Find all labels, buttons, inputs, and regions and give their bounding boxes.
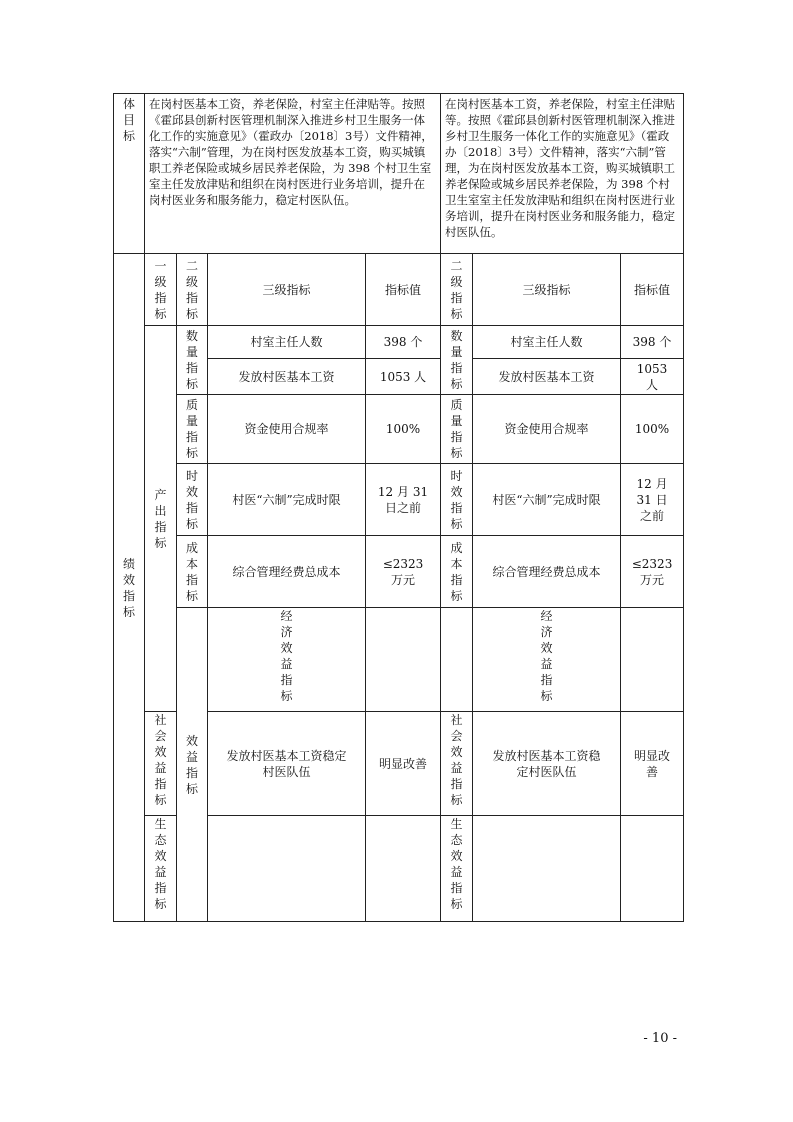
quantity-value-2-right: 1053 人	[621, 359, 684, 395]
quantity-name-1-right: 村室主任人数	[473, 326, 621, 359]
quality-value-left: 100%	[366, 395, 441, 464]
header-level1: 一 级 指 标	[145, 254, 177, 326]
cost-value-right: ≤2323 万元	[621, 536, 684, 608]
ecological-name-right	[473, 816, 621, 922]
quality-name-left: 资金使用合规率	[208, 395, 366, 464]
header-value-right: 指标值	[621, 254, 684, 326]
quantity-value-1-left: 398 个	[366, 326, 441, 359]
benefit-label: 效 益 指 标	[177, 608, 208, 922]
cost-name-left: 综合管理经费总成本	[208, 536, 366, 608]
ecological-label-left: 生 态 效 益 指 标	[145, 816, 177, 922]
goal-label: 体 目 标	[114, 94, 145, 254]
quantity-label-left: 数 量 指 标	[177, 326, 208, 395]
timeliness-label-left: 时 效 指 标	[177, 464, 208, 536]
quality-row	[114, 395, 684, 464]
ecological-label-right: 生 态 效 益 指 标	[441, 816, 473, 922]
cost-name-right: 综合管理经费总成本	[473, 536, 621, 608]
timeliness-value-right: 12 月 31 日 之前	[621, 464, 684, 536]
timeliness-row	[114, 464, 684, 536]
cost-row	[114, 536, 684, 608]
header-value-left: 指标值	[366, 254, 441, 326]
quality-label-right: 质 量 指 标	[441, 395, 473, 464]
cost-label-right: 成 本 指 标	[441, 536, 473, 608]
quantity-value-2-left: 1053 人	[366, 359, 441, 395]
economic-name-left	[366, 608, 441, 712]
economic-row	[114, 608, 684, 712]
quality-name-right: 资金使用合规率	[473, 395, 621, 464]
header-row	[114, 254, 684, 326]
social-label-left: 社 会 效 益 指 标	[145, 712, 177, 816]
quality-label-left: 质 量 指 标	[177, 395, 208, 464]
social-name-right: 发放村医基本工资稳 定村医队伍	[473, 712, 621, 816]
social-value-left: 明显改善	[366, 712, 441, 816]
goal-text-right: 在岗村医基本工资，养老保险，村室主任津贴等。按照《霍邱县创新村医管理机制深入推进乡村卫生服务一体化工作的实施意见》（霍政办〔2018〕3号）文件精神，落实“六制”管理，为在岗村医发放基本工资，购买城镇职工养老保险或城乡居民养老保险，为 398 个村卫生室室主任发放津贴和组织在岗村医进行业务培训，提升在岗村医业务和服务能力，稳定村医队伍。	[441, 94, 684, 254]
quantity-name-2-right: 发放村医基本工资	[473, 359, 621, 395]
economic-label-left: 经 济 效 益 指 标	[208, 608, 366, 712]
ecological-value-right	[621, 816, 684, 922]
performance-label: 绩 效 指 标	[114, 254, 145, 922]
economic-label-right: 经 济 效 益 指 标	[473, 608, 621, 712]
timeliness-name-right: 村医“六制”完成时限	[473, 464, 621, 536]
timeliness-value-left: 12 月 31 日之前	[366, 464, 441, 536]
performance-goal-table	[113, 93, 684, 922]
page-number: - 10 -	[643, 1031, 677, 1046]
timeliness-name-left: 村医“六制”完成时限	[208, 464, 366, 536]
quantity-row-1	[114, 326, 684, 359]
quality-value-right: 100%	[621, 395, 684, 464]
quantity-name-2-left: 发放村医基本工资	[208, 359, 366, 395]
cost-label-left: 成 本 指 标	[177, 536, 208, 608]
quantity-label-right: 数 量 指 标	[441, 326, 473, 395]
ecological-value-left	[366, 816, 441, 922]
goal-text-left: 在岗村医基本工资，养老保险，村室主任津贴等。按照《霍邱县创新村医管理机制深入推进乡村卫生服务一体化工作的实施意见》（霍政办〔2018〕3号）文件精神，落实“六制”管理，为在岗村医发放基本工资，购买城镇职工养老保险或城乡居民养老保险，为 398 个村卫生室室主任发放津贴和组织在岗村医进行业务培训，提升在岗村医业务和服务能力，稳定村医队伍。	[145, 94, 441, 254]
economic-name-right	[621, 608, 684, 712]
ecological-name-left	[208, 816, 366, 922]
header-level3-left: 三级指标	[208, 254, 366, 326]
header-level2-left: 二 级 指 标	[177, 254, 208, 326]
header-level2-right: 二 级 指 标	[441, 254, 473, 326]
timeliness-label-right: 时 效 指 标	[441, 464, 473, 536]
quantity-name-1-left: 村室主任人数	[208, 326, 366, 359]
social-name-left: 发放村医基本工资稳定 村医队伍	[208, 712, 366, 816]
header-level3-right: 三级指标	[473, 254, 621, 326]
quantity-value-1-right: 398 个	[621, 326, 684, 359]
output-label: 产 出 指 标	[145, 326, 177, 712]
social-value-right: 明显改 善	[621, 712, 684, 816]
economic-value-left	[441, 608, 473, 712]
social-label-right: 社 会 效 益 指 标	[441, 712, 473, 816]
goal-row	[114, 94, 684, 254]
cost-value-left: ≤2323 万元	[366, 536, 441, 608]
